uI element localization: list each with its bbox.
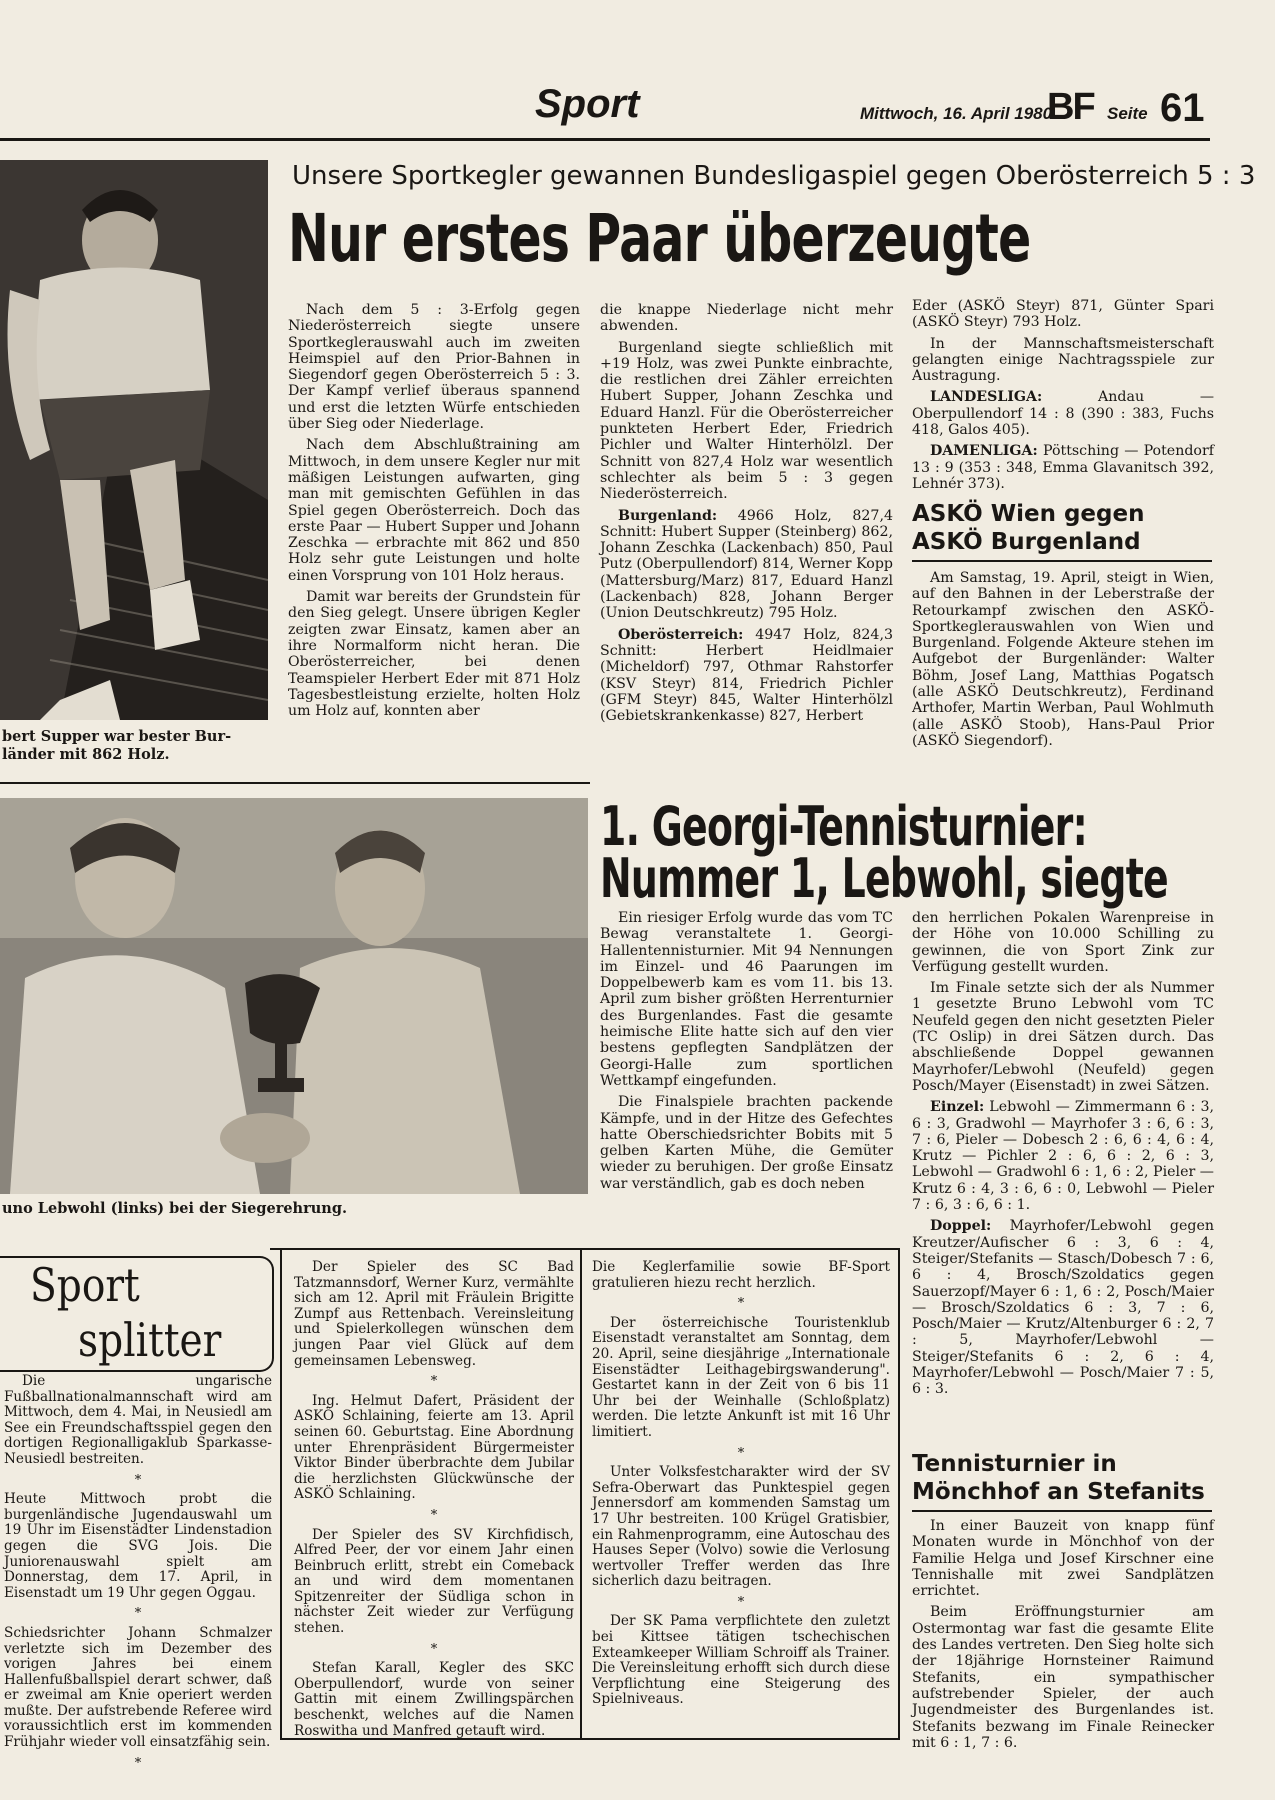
kegeln-headline: Nur erstes Paar überzeugte <box>288 200 1031 277</box>
splitter-divider-2 <box>580 1250 582 1740</box>
section-rule <box>0 782 590 784</box>
separator-star: * <box>134 1755 142 1771</box>
paragraph: Der SK Pama verpflichtete den zuletzt bei Kittsee tätigen tschechischen Exteamkeeper William Schroiff als Trainer. Die Vereinsleitung erhofft sich durch diese Verpflichtung eine Steigerung des Spielniveaus. <box>592 1613 890 1708</box>
askoe-rule <box>912 560 1212 562</box>
page-label: Seite <box>1107 104 1148 123</box>
section-title: Sport <box>535 82 640 126</box>
tennis-column-1 <box>600 910 893 1197</box>
masthead-rule <box>0 138 1210 141</box>
paragraph: Ing. Helmut Dafert, Präsident der ASKÖ Schlaining, feierte am 13. April seinen 60. Geburtstag. Eine Abordnung unter Ehrenpräsident Bürgermeister Viktor Binder überbrachte dem Jubilar die herzlichsten Glückwünsche der ASKÖ Schlaining. <box>294 1392 574 1503</box>
paragraph: Burgenland siegte schließlich mit +19 Holz, was zwei Punkte einbrachte, die restlichen drei Zähler erreichten Hubert Supper, Johann Zeschka und Eduard Hanzl. Für die Oberösterreicher punkteten Herbert Eder, Friedrich Pichler und Walter Hinterhölzl. Der Schnitt von 827,4 Holz war wesentlich schlechter als beim 5 : 3 gegen Niederösterreich. <box>600 339 893 503</box>
paragraph: In einer Bauzeit von knapp fünf Monaten wurde in Mönchhof von der Familie Helga und Josef Kirschner eine Tennishalle mit zwei Sandplätzen errichtet. <box>912 1518 1214 1600</box>
separator-star: * <box>430 1374 438 1390</box>
splitter-column-1 <box>4 1374 272 1775</box>
paragraph: Damit war bereits der Grundstein für den Sieg gelegt. Unsere übrigen Kegler zeigten zwar Einsatz, kamen aber an ihre Normalform nicht heran. Die Oberösterreicher, bei denen Teamspieler Herbert Eder mit 871 Holz Tagesbestleistung erzielte, holten Holz um Holz auf, konnten aber <box>288 589 580 720</box>
bowler-photo <box>0 160 268 720</box>
ceremony-figures <box>0 798 588 1194</box>
page-number: 61 <box>1160 86 1205 130</box>
sportsplitter-title-2: splitter <box>78 1313 222 1367</box>
paragraph: In der Mannschaftsmeisterschaft gelangten einige Nachtragsspiele zur Austragung. <box>912 335 1214 385</box>
tennis-headline-line-2: Nummer 1, Lebwohl, siegte <box>600 847 1168 910</box>
trophy-ceremony-photo <box>0 798 588 1194</box>
separator-star: * <box>134 1606 142 1622</box>
separator-star: * <box>737 1445 745 1461</box>
paragraph: den herrlichen Pokalen Warenpreise in der Höhe von 10.000 Schilling zu gewinnen, die von Sport Zink zur Verfügung gestellt wurden. <box>912 910 1214 975</box>
askoe-headline: ASKÖ Wien gegen ASKÖ Burgenland <box>912 501 1145 555</box>
issue-date: Mittwoch, 16. April 1980 <box>860 104 1053 123</box>
damenliga-result: DAMENLIGA: Pöttsching — Potendorf 13 : 9 (353 : 348, Emma Glavanitsch 392, Lehnér 373). <box>912 443 1214 492</box>
result-burgenland: Burgenland: 4966 Holz, 827,4 Schnitt: Hubert Supper (Steinberg) 862, Johann Zeschka (Lackenbach) 850, Paul Putz (Oberpullendorf) 814, Werner Kopp (Mattersburg/Marz) 817, Eduard Hanzl (Lackenbach) 828, Johann Berger (Union Deutschkreutz) 795 Holz. <box>600 507 893 622</box>
newspaper-logo: BF <box>1047 86 1094 128</box>
askoe-article <box>912 570 1214 754</box>
bowler-figure <box>0 160 268 720</box>
kegeln-kicker: Unsere Sportkegler gewannen Bundesligaspiel gegen Oberösterreich 5 : 3 <box>292 161 1256 191</box>
splitter-top-rule <box>270 1248 900 1250</box>
separator-star: * <box>430 1507 438 1523</box>
paragraph: Heute Mittwoch probt die burgenländische Jugendauswahl um 19 Uhr im Eisenstädter Lindenstadion gegen die SVG Jois. Die Juniorenauswahl spielt am Donnerstag, dem 17. April, in Eisenstadt um 19 Uhr gegen Oggau. <box>4 1491 272 1601</box>
moenchhof-rule <box>912 1510 1212 1512</box>
kegeln-column-3 <box>912 298 1214 497</box>
moenchhof-article <box>912 1518 1214 1756</box>
moenchhof-headline: Tennisturnier in Mönchhof an Stefanits <box>912 1451 1205 1505</box>
separator-star: * <box>430 1641 438 1657</box>
paragraph: Die ungarische Fußballnationalmannschaft wird am Mittwoch, dem 4. Mai, in Neusiedl am See ein Freundschaftsspiel gegen den dortigen Regionalligaklub Sparkasse-Neusiedl bestreiten. <box>4 1373 272 1467</box>
tennis-column-2 <box>912 910 1214 1403</box>
paragraph: Unter Volksfestcharakter wird der SV Sefra-Oberwart das Punktespiel gegen Jennersdorf am kommenden Samstag um 17 Uhr bestreiten. 100 Krügel Gratisbier, ein Rahmenprogramm, eine Autoschau des Hauses Seper (Volvo) sowie die Verlosung wertvoller Treffer werden das Ihre sicherlich dazu beitragen. <box>592 1464 890 1590</box>
ceremony-photo-caption: uno Lebwohl (links) bei der Siegerehrung. <box>2 1200 348 1217</box>
kegeln-column-2 <box>600 302 893 729</box>
sportsplitter-title-1: Sport <box>30 1258 140 1312</box>
splitter-divider-1 <box>280 1250 282 1740</box>
paragraph: Nach dem 5 : 3-Erfolg gegen Niederösterreich siegte unsere Sportkeglerauswahl auch im zweiten Heimspiel auf den Prior-Bahnen in Siegendorf gegen Oberösterreich 5 : 3. Der Kampf verlief überaus spannend und erst die letzten Würfe entschieden über Sieg oder Niederlage. <box>288 302 580 433</box>
separator-star: * <box>737 1296 745 1312</box>
result-oberoesterreich: Oberösterreich: 4947 Holz, 824,3 Schnitt: Herbert Heidlmaier (Micheldorf) 797, Othmar Rahstorfer (KSV Steyr) 814, Friedrich Pichler (GFM Steyr) 845, Walter Hinterhölzl (Gebietskrankenkasse) 827, Herbert <box>600 626 893 725</box>
splitter-column-2 <box>294 1260 574 1744</box>
paragraph: Die Keglerfamilie sowie BF-Sport gratulieren hiezu recht herzlich. <box>592 1259 890 1291</box>
splitter-column-3 <box>592 1260 890 1713</box>
paragraph: Nach dem Abschlußtraining am Mittwoch, in dem unsere Kegler nur mit mäßigen Leistungen aufwarten, ging man mit gemischten Gefühlen in das Spiel gegen Oberösterreich. Doch das erste Paar — Hubert Supper und Johann Zeschka — erbrachte mit 862 und 850 Holz sehr gute Leistungen und holte einen Vorsprung von 101 Holz heraus. <box>288 437 580 584</box>
separator-star: * <box>737 1594 745 1610</box>
kegeln-column-1 <box>288 302 580 724</box>
paragraph: Ein riesiger Erfolg wurde das vom TC Bewag veranstaltete 1. Georgi-Hallentennisturnier. Mit 94 Nennungen im Einzel- und 46 Paarungen im Doppelbewerb kam es vom 11. bis 13. April zum bisher größten Herrenturnier des Burgenlandes. Fast die gesamte heimische Elite hatte sich auf den vier bestens gepflegten Sandplätzen der Georgi-Halle zum sportlichen Wettkampf eingefunden. <box>600 910 893 1089</box>
separator-star: * <box>134 1472 142 1488</box>
paragraph: Schiedsrichter Johann Schmalzer verletzte sich im Dezember des vorigen Jahres bei einem Hallenfußballspiel derart schwer, daß er zweimal am Knie operiert werden mußte. Der aufstrebende Referee wird voraussichtlich erst im kommenden Frühjahr wieder voll einsatzfähig sein. <box>4 1624 272 1751</box>
tennis-headline-line-1: 1. Georgi-Tennisturnier: <box>600 795 1088 858</box>
paragraph: Der Spieler des SV Kirchfidisch, Alfred Peer, der vor einem Jahr einen Beinbruch erlitt, strebt ein Comeback an und wird dem momentanen Spitzenreiter der Südliga schon in nächster Zeit wieder zur Verfügung stehen. <box>294 1526 574 1637</box>
doppel-results: Doppel: Mayrhofer/Lebwohl gegen Kreutzer/Aufischer 6 : 3, 6 : 4, Steiger/Stefanits — Stasch/Dobesch 7 : 6, 6 : 4, Brosch/Szoldatics gegen Sauerzopf/Mayer 6 : 1, 6 : 2, Posch/Maier — Brosch/Szoldatics 6 : 3, 7 : 6, Posch/Maier — Krutz/Altenburger 6 : 2, 7 : 5, Mayrhofer/Lebwohl — Steiger/Stefanits 6 : 2, 6 : 4, Mayrhofer/Lebwohl — Posch/Maier 7 : 5, 6 : 3. <box>912 1218 1214 1398</box>
splitter-divider-3 <box>898 1250 900 1740</box>
paragraph: Stefan Karall, Kegler des SKC Oberpullendorf, wurde von seiner Gattin mit einem Zwillingspärchen beschenkt, welches auf die Namen Roswitha und Manfred getauft wird. <box>294 1660 574 1739</box>
paragraph: Beim Eröffnungsturnier am Ostermontag war fast die gesamte Elite des Landes vertreten. Den Sieg holte sich der 18jährige Hornsteiner Raimund Stefanits, ein sympathischer aufstrebender Spieler, der auch Jugendmeister des Burgenlandes ist. Stefanits bezwang im Finale Reinecker mit 6 : 1, 7 : 6. <box>912 1604 1214 1751</box>
paragraph: die knappe Niederlage nicht mehr abwenden. <box>600 302 893 335</box>
paragraph: Am Samstag, 19. April, steigt in Wien, auf den Bahnen in der Leberstraße der Retourkampf zwischen den ASKÖ-Sportkeglerauswahlen von Wien und Burgenland. Folgende Akteure stehen im Aufgebot der Burgenländer: Walter Böhm, Josef Lang, Matthias Pogatsch (alle ASKÖ Deutschkreutz), Ferdinand Arthofer, Martin Werban, Paul Wohlmuth (alle ASKÖ Stoob), Hans-Paul Prior (ASKÖ Siegendorf). <box>912 570 1214 749</box>
landesliga-result: LANDESLIGA: Andau — Oberpullendorf 14 : 8 (390 : 383, Fuchs 418, Galos 405). <box>912 389 1215 439</box>
paragraph: Die Finalspiele brachten packende Kämpfe, und in der Hitze des Gefechtes hatte Oberschiedsrichter Bobits mit 5 gelben Karten Mühe, die Gemüter wieder zu beruhigen. Der große Einsatz war verständlich, gab es doch neben <box>600 1094 893 1192</box>
paragraph: Der Spieler des SC Bad Tatzmannsdorf, Werner Kurz, vermählte sich am 12. April mit Fräulein Brigitte Zumpf aus Rettenbach. Vereinsleitung und Spielerkollegen wünschen dem jungen Paar viel Glück auf dem gemeinsamen Lebensweg. <box>294 1259 574 1369</box>
paragraph: Der österreichische Touristenklub Eisenstadt veranstaltet am Sonntag, dem 20. April, seine diesjährige „Internationale Eisenstädter Leithagebirgswanderung". Gestartet kann in der Zeit von 6 bis 11 Uhr bei der Weinhalle (Schloßplatz) werden. Die letzte Ankunft ist mit 16 Uhr limitiert. <box>592 1314 890 1440</box>
bowler-photo-caption: bert Supper war bester Bur- länder mit 862 Holz. <box>2 728 232 763</box>
paragraph: Im Finale setzte sich der als Nummer 1 gesetzte Bruno Lebwohl vom TC Neufeld gegen den nicht gesetzten Pieler (TC Oslip) in drei Sätzen durch. Das abschließende Doppel gewannen Mayrhofer/Lebwohl (Neufeld) gegen Posch/Mayer (Eisenstadt) in zwei Sätzen. <box>912 980 1214 1094</box>
paragraph: Eder (ASKÖ Steyr) 871, Günter Spari (ASKÖ Steyr) 793 Holz. <box>912 298 1214 331</box>
einzel-results: Einzel: Lebwohl — Zimmermann 6 : 3, 6 : 3, Gradwohl — Mayrhofer 3 : 6, 6 : 3, 7 : 6, Pieler — Dobesch 2 : 6, 6 : 4, 6 : 4, Krutz — Pichler 2 : 6, 6 : 2, 6 : 3, Lebwohl — Gradwohl 6 : 1, 6 : 2, Pieler — Krutz 6 : 4, 3 : 6, 6 : 0, Lebwohl — Pieler 7 : 6, 3 : 6, 6 : 1. <box>912 1099 1214 1214</box>
